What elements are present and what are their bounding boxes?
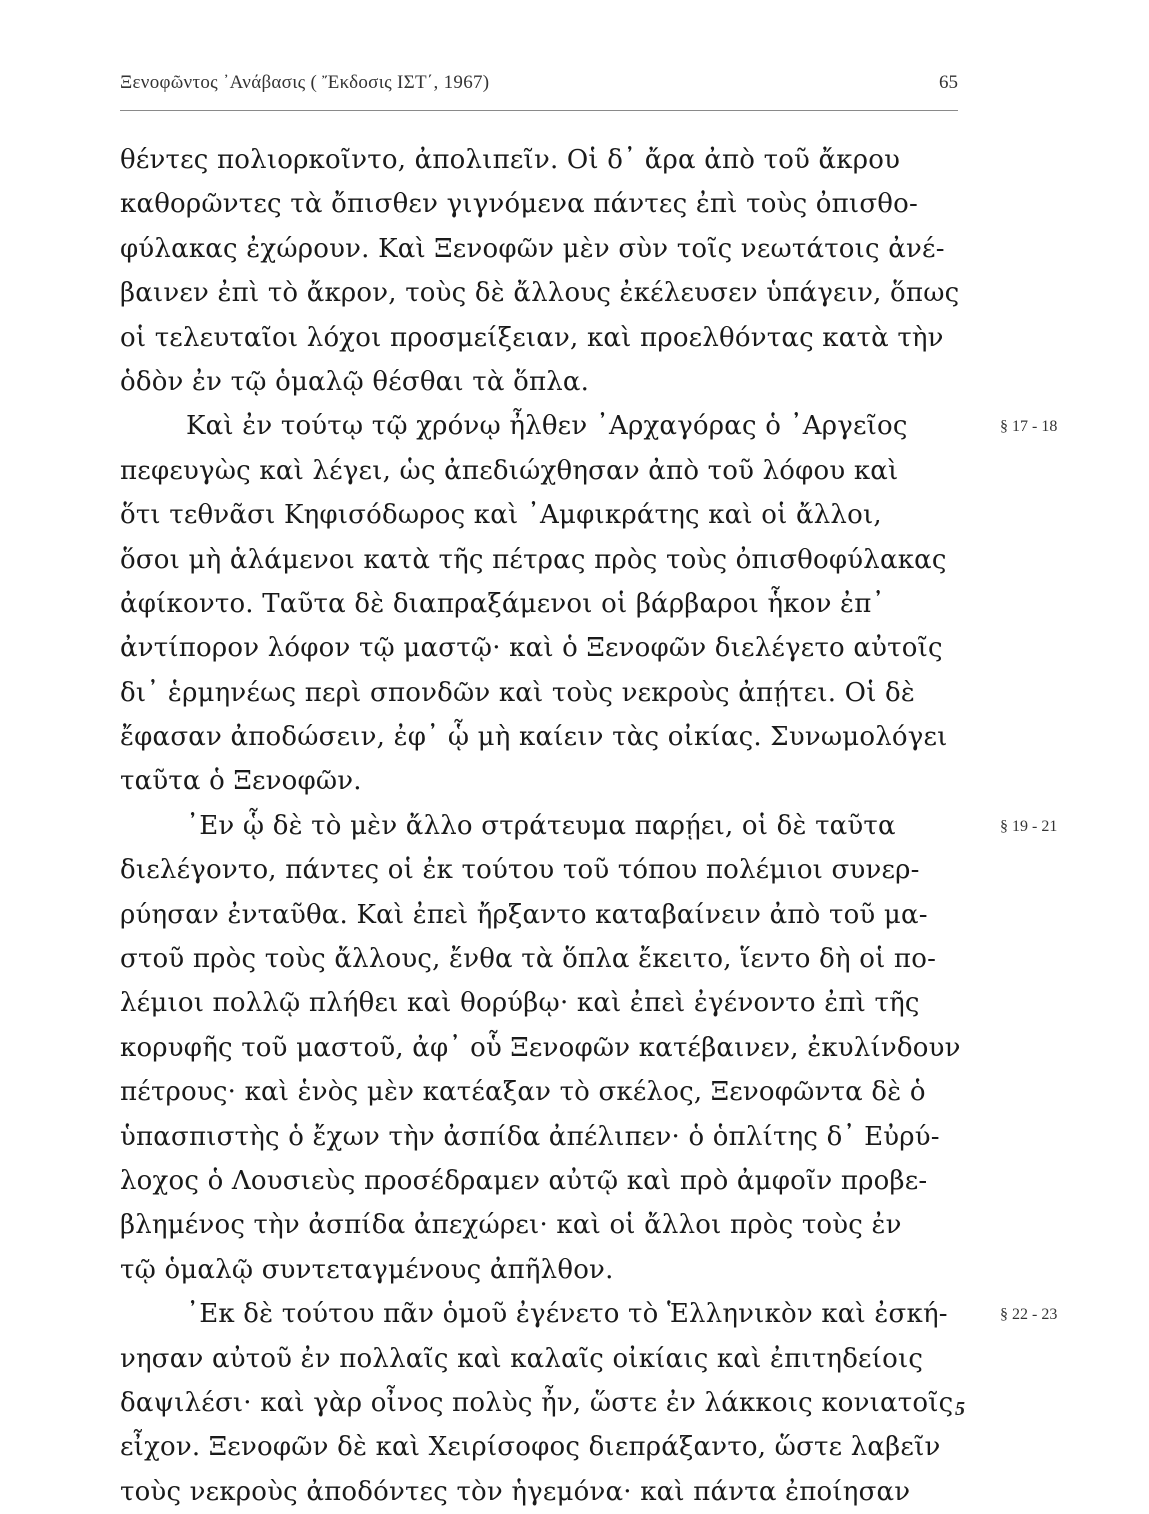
text-line: ᾿Εκ δὲ τούτου πᾶν ὁμοῦ ἐγένετο τὸ Ἑλληνικὸν καὶ ἐσκή- [186, 1299, 948, 1330]
text-line: δι᾿ ἑρμηνέως περὶ σπονδῶν καὶ τοὺς νεκροὺς ἀπῄτει. Οἱ δὲ [120, 677, 916, 708]
text-line: κορυφῆς τοῦ μαστοῦ, ἀφ᾿ οὗ Ξενοφῶν κατέβαινεν, ἐκυλίνδουν [120, 1032, 961, 1063]
text-line: στοῦ πρὸς τοὺς ἄλλους, ἔνθα τὰ ὅπλα ἔκειτο, ἵεντο δὴ οἱ πο- [120, 944, 937, 975]
text-line: νησαν αὐτοῦ ἐν πολλαῖς καὶ καλαῖς οἰκίαις καὶ ἐπιτηδείοις [120, 1343, 924, 1374]
text-line: λέμιοι πολλῷ πλήθει καὶ θορύβῳ· καὶ ἐπεὶ ἐγένοντο ἐπὶ τῆς [120, 988, 920, 1019]
page-number: 65 [939, 72, 958, 93]
text-line: ᾿Εν ᾧ δὲ τὸ μὲν ἄλλο στράτευμα παρῄει, οἱ δὲ ταῦτα [186, 810, 896, 841]
text-line: βλημένος τὴν ἀσπίδα ἀπεχώρει· καὶ οἱ ἄλλοι πρὸς τοὺς ἐν [120, 1210, 902, 1241]
section-reference: § 19 - 21 [1000, 818, 1058, 835]
text-line: τῷ ὁμαλῷ συντεταγμένους ἀπῆλθον. [120, 1254, 614, 1285]
running-head [120, 72, 958, 102]
text-line: ὅτι τεθνᾶσι Κηφισόδωρος καὶ ᾿Αμφικράτης καὶ οἱ ἄλλοι, [120, 500, 882, 531]
text-line: ταῦτα ὁ Ξενοφῶν. [120, 766, 362, 797]
text-line: καθορῶντες τὰ ὄπισθεν γιγνόμενα πάντες ἐπὶ τοὺς ὀπισθο- [120, 189, 918, 220]
header-rule [120, 110, 958, 111]
text-line: ὅσοι μὴ ἁλάμενοι κατὰ τῆς πέτρας πρὸς τοὺς ὀπισθοφύλακας [120, 544, 947, 575]
text-line: Καὶ ἐν τούτῳ τῷ χρόνῳ ἦλθεν ᾿Αρχαγόρας ὁ ᾿Αργεῖος [186, 411, 908, 442]
text-line: τοὺς νεκροὺς ἀποδόντες τὸν ἡγεμόνα· καὶ πάντα ἐποίησαν [120, 1476, 911, 1507]
text-line: διελέγοντο, πάντες οἱ ἐκ τούτου τοῦ τόπου πολέμιοι συνερ- [120, 855, 920, 886]
text-line: φύλακας ἐχώρουν. Καὶ Ξενοφῶν μὲν σὺν τοῖς νεωτάτοις ἀνέ- [120, 233, 945, 264]
text-line: βαινεν ἐπὶ τὸ ἄκρον, τοὺς δὲ ἄλλους ἐκέλευσεν ὑπάγειν, ὅπως [120, 278, 960, 309]
text-line: ἀντίπορον λόφον τῷ μαστῷ· καὶ ὁ Ξενοφῶν διελέγετο αὐτοῖς [120, 633, 943, 664]
text-line: εἶχον. Ξενοφῶν δὲ καὶ Χειρίσοφος διεπράξαντο, ὥστε λαβεῖν [120, 1432, 941, 1463]
text-line: ἀφίκοντο. Ταῦτα δὲ διαπραξάμενοι οἱ βάρβαροι ἧκον ἐπ᾿ [120, 588, 885, 619]
text-line: πέτρους· καὶ ἑνὸς μὲν κατέαξαν τὸ σκέλος, Ξενοφῶντα δὲ ὁ [120, 1077, 926, 1108]
section-reference: § 17 - 18 [1000, 418, 1058, 436]
running-title: Ξενοφῶντος ᾿Ανάβασις ( Ἔκδοσις ΙΣΤ΄, 1967) [120, 72, 490, 93]
text-line: ὁδὸν ἐν τῷ ὁμαλῷ θέσθαι τὰ ὅπλα. [120, 366, 590, 397]
text-line: ὑπασπιστὴς ὁ ἔχων τὴν ἀσπίδα ἀπέλιπεν· ὁ ὁπλίτης δ᾿ Εὐρύ- [120, 1121, 940, 1152]
main-text [120, 138, 968, 1514]
text-line: πεφευγὼς καὶ λέγει, ὡς ἀπεδιώχθησαν ἀπὸ τοῦ λόφου καὶ [120, 455, 899, 486]
text-line: θέντες πολιορκοῖντο, ἀπολιπεῖν. Οἱ δ᾿ ἄρα ἀπὸ τοῦ ἄκρου [120, 145, 901, 175]
text-line: λοχος ὁ Λουσιεὺς προσέδραμεν αὐτῷ καὶ πρὸ ἀμφοῖν προβε- [120, 1165, 928, 1196]
section-reference: § 22 - 23 [1000, 1306, 1058, 1324]
text-line: ἔφασαν ἀποδώσειν, ἐφ᾿ ᾧ μὴ καίειν τὰς οἰκίας. Συνωμολόγει [120, 722, 948, 753]
text-line: δαψιλέσι· καὶ γὰρ οἶνος πολὺς ἦν, ὥστε ἐν λάκκοις κονιατοῖς [120, 1387, 954, 1418]
text-line: ρύησαν ἐνταῦθα. Καὶ ἐπεὶ ἤρξαντο καταβαίνειν ἀπὸ τοῦ μα- [120, 899, 928, 930]
text-line: οἱ τελευταῖοι λόχοι προσμείξειαν, καὶ προελθόντας κατὰ τὴν [120, 322, 944, 353]
signature-mark: 5 [955, 1398, 965, 1420]
